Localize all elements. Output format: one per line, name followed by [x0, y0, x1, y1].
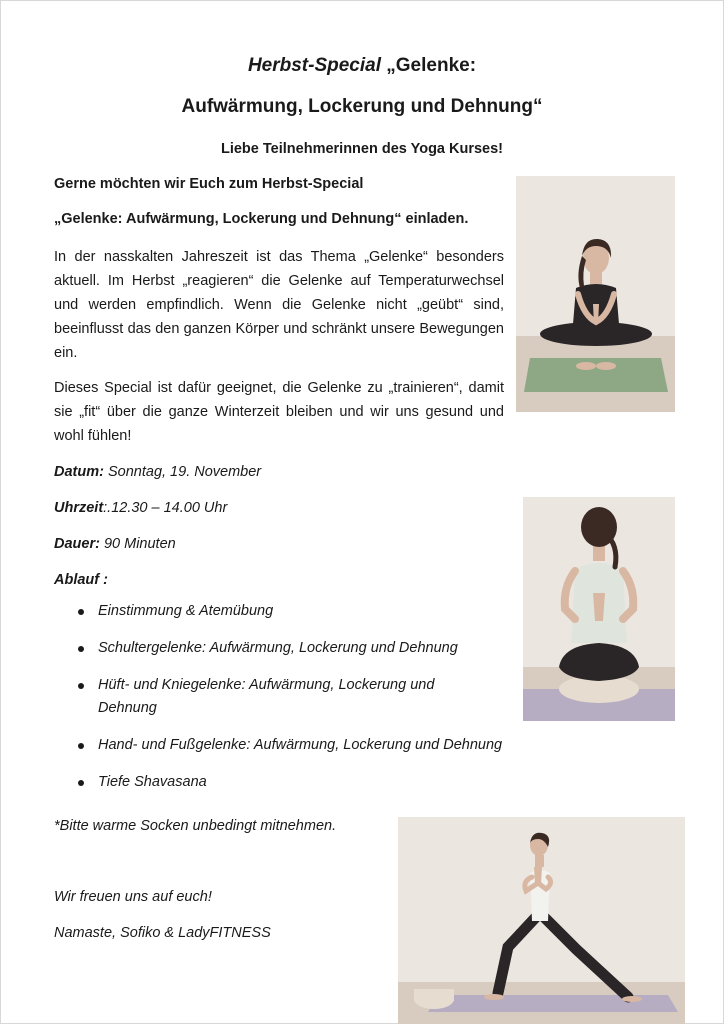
- title-line-1: [0, 55, 724, 77]
- bullet-icon: [78, 609, 84, 615]
- time-value: :.12.30 – 14.00 Uhr: [103, 500, 228, 516]
- greeting: Liebe Teilnehmerinnen des Yoga Kurses!: [220, 141, 504, 157]
- closing-line-1: Wir freuen uns auf euch!: [54, 889, 212, 905]
- schedule-heading: [54, 572, 108, 588]
- bullet-icon: [78, 683, 84, 689]
- title-italic-part: Herbst-Special: [247, 55, 381, 76]
- schedule-label: Ablauf :: [54, 572, 108, 588]
- duration-label: Dauer:: [54, 536, 100, 552]
- date-value: Sonntag, 19. November: [103, 464, 262, 480]
- bullet-icon: [78, 780, 84, 786]
- schedule-item: [54, 637, 534, 660]
- yoga-photo-seated-butterfly: [516, 176, 675, 412]
- bullet-icon: [78, 743, 84, 749]
- time-label: Uhrzeit: [54, 500, 104, 516]
- schedule-item-text: Tiefe Shavasana: [98, 774, 207, 790]
- schedule-item: [54, 734, 534, 757]
- duration-value: 90 Minuten: [99, 536, 176, 552]
- closing-line-2: Namaste, Sofiko & LadyFITNESS: [54, 925, 271, 941]
- socks-note: *Bitte warme Socken unbedingt mitnehmen.: [54, 818, 337, 834]
- schedule-item-text: Hüft- und Kniegelenke: Aufwärmung, Lockerung und Dehnung: [98, 677, 435, 716]
- schedule-item-text: Einstimmung & Atemübung: [98, 603, 274, 619]
- intro-line-1: Gerne möchten wir Euch zum Herbst-Special: [54, 176, 364, 192]
- schedule-item-text: Hand- und Fußgelenke: Aufwärmung, Lockerung und Dehnung: [98, 737, 503, 753]
- title-rest-part: „Gelenke:: [381, 55, 477, 76]
- bullet-icon: [78, 646, 84, 652]
- schedule-list: [54, 600, 534, 808]
- yoga-photo-warrior: [398, 817, 685, 1024]
- intro-line-2: „Gelenke: Aufwärmung, Lockerung und Dehnung“ einladen.: [54, 211, 469, 227]
- paragraph-1: In der nasskalten Jahreszeit ist das Thema „Gelenke“ besonders aktuell. Im Herbst „reagieren“ die Gelenke auf Temperaturwechsel und werden empfindlich. Wenn die Gelenke nicht „geübt“ sind, beeinflusst das den ganzen Körper und schränkt unsere Bewegungen ein.: [54, 249, 504, 361]
- time-line: [54, 500, 227, 516]
- date-label: Datum:: [54, 464, 104, 480]
- schedule-item: [54, 771, 534, 794]
- paragraph-2: Dieses Special ist dafür geeignet, die Gelenke zu „trainieren“, damit sie „fit“ über die ganze Winterzeit bleiben und wir uns gesund und wohl fühlen!: [54, 380, 504, 444]
- yoga-photo-reverse-prayer: [523, 497, 675, 721]
- schedule-item: [54, 674, 478, 720]
- duration-line: [54, 536, 176, 552]
- title-line-2: Aufwärmung, Lockerung und Dehnung“: [181, 96, 543, 117]
- date-line: [54, 464, 261, 480]
- schedule-item: [54, 600, 534, 623]
- schedule-item-text: Schultergelenke: Aufwärmung, Lockerung und Dehnung: [98, 640, 458, 656]
